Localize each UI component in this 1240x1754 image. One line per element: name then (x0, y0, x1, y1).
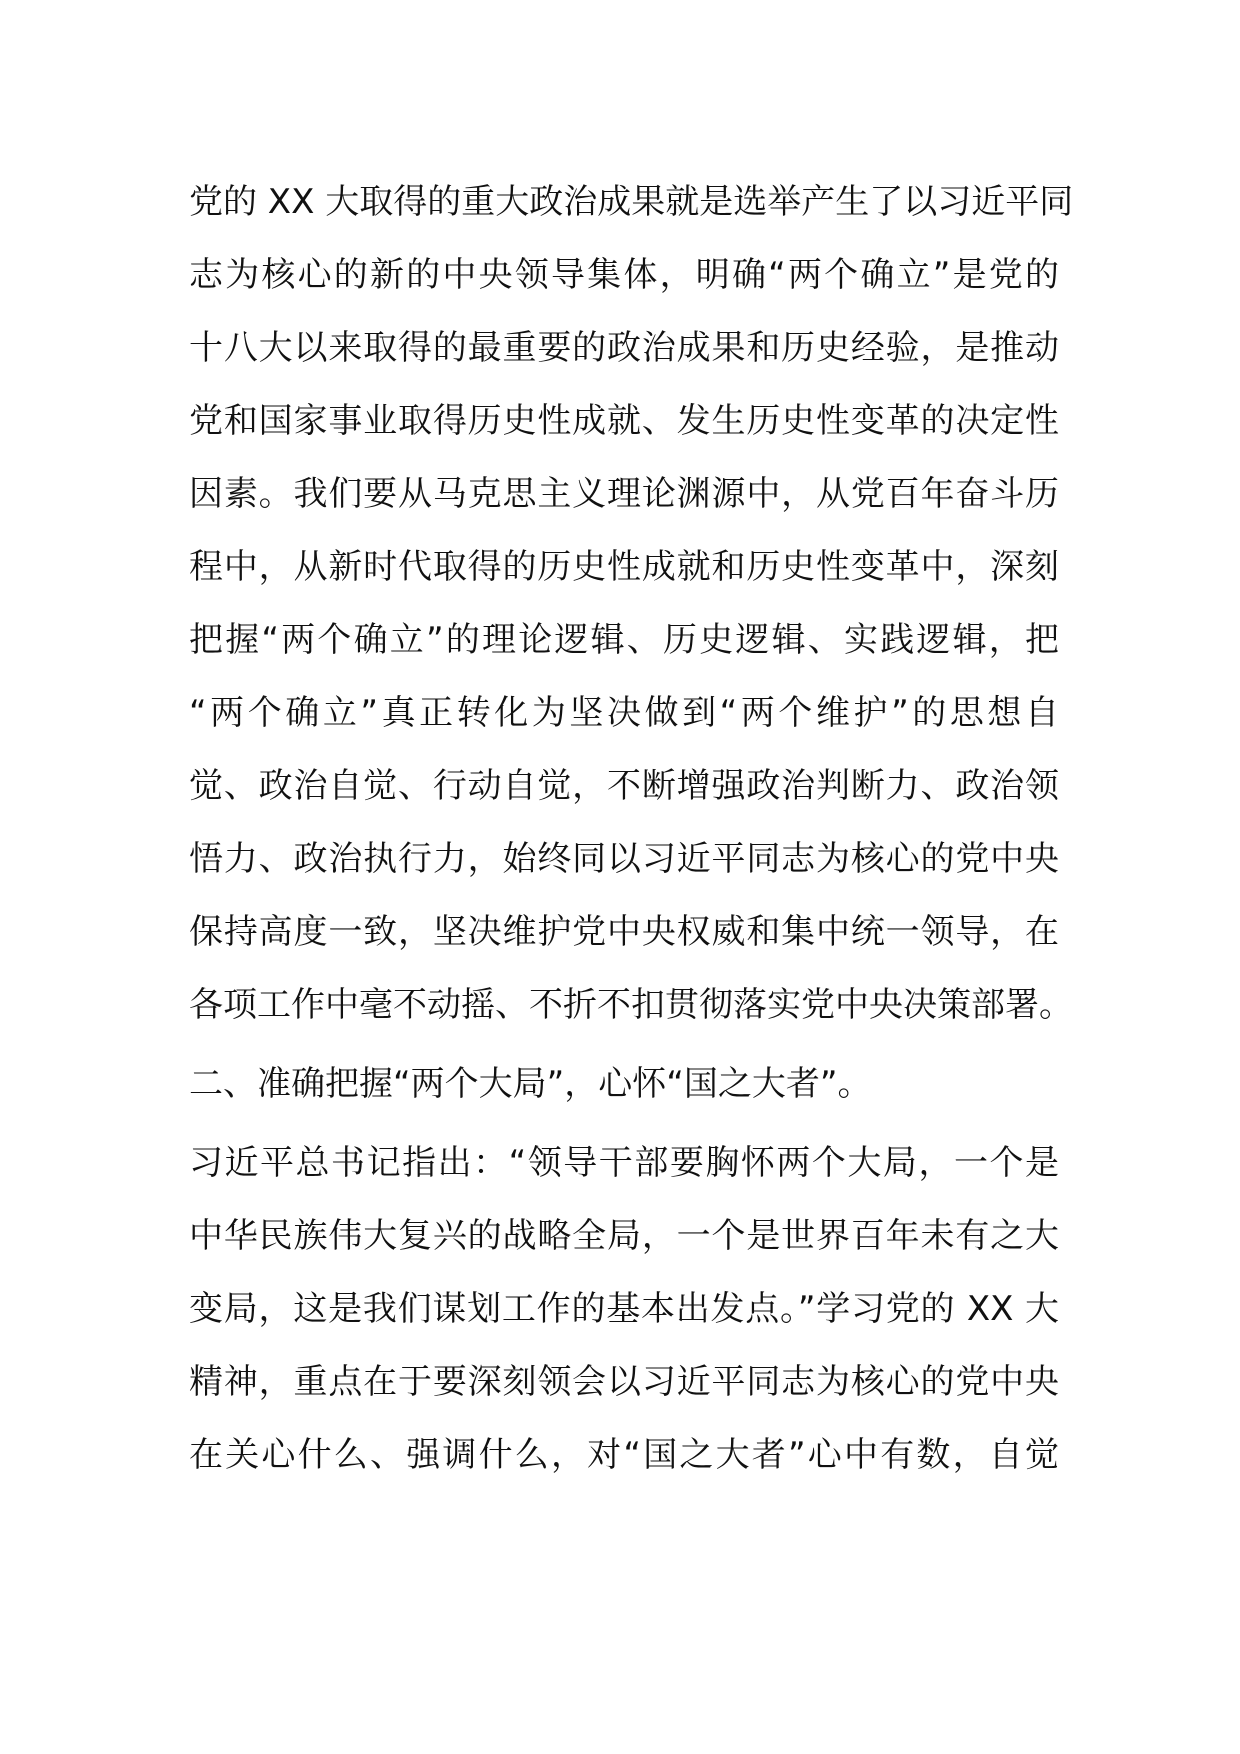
text-line: 党和国家事业取得历史性成就、发生历史性变革的决定性 (189, 401, 1059, 441)
text-line: 因素。我们要从马克思主义理论渊源中，从党百年奋斗历 (189, 474, 1059, 514)
text-line: 变局，这是我们谋划工作的基本出发点。”学习党的 XX 大 (189, 1289, 1059, 1329)
text-line: 各项工作中毫不动摇、不折不扣贯彻落实党中央决策部署。 (189, 985, 1073, 1025)
section-heading: 二、准确把握“两个大局”，心怀“国之大者”。 (189, 1064, 872, 1104)
text-line: 悟力、政治执行力，始终同以习近平同志为核心的党中央 (189, 839, 1059, 879)
text-line: 觉、政治自觉、行动自觉，不断增强政治判断力、政治领 (189, 766, 1059, 806)
text-line: 志为核心的新的中央领导集体，明确“两个确立”是党的 (189, 255, 1059, 295)
text-line: 十八大以来取得的最重要的政治成果和历史经验，是推动 (189, 328, 1059, 368)
text-line: 程中，从新时代取得的历史性成就和历史性变革中，深刻 (189, 547, 1059, 587)
text-line: 精神，重点在于要深刻领会以习近平同志为核心的党中央 (189, 1362, 1059, 1402)
text-line: “两个确立”真正转化为坚决做到“两个维护”的思想自 (189, 693, 1059, 733)
text-line: 把握“两个确立”的理论逻辑、历史逻辑、实践逻辑，把 (189, 620, 1059, 660)
text-line: 党的 XX 大取得的重大政治成果就是选举产生了以习近平同 (189, 182, 1074, 222)
text-line: 习近平总书记指出：“领导干部要胸怀两个大局，一个是 (189, 1143, 1059, 1183)
text-line: 保持高度一致，坚决维护党中央权威和集中统一领导，在 (189, 912, 1059, 952)
text-line: 在关心什么、强调什么，对“国之大者”心中有数，自觉 (189, 1435, 1059, 1475)
text-line: 中华民族伟大复兴的战略全局，一个是世界百年未有之大 (189, 1216, 1059, 1256)
